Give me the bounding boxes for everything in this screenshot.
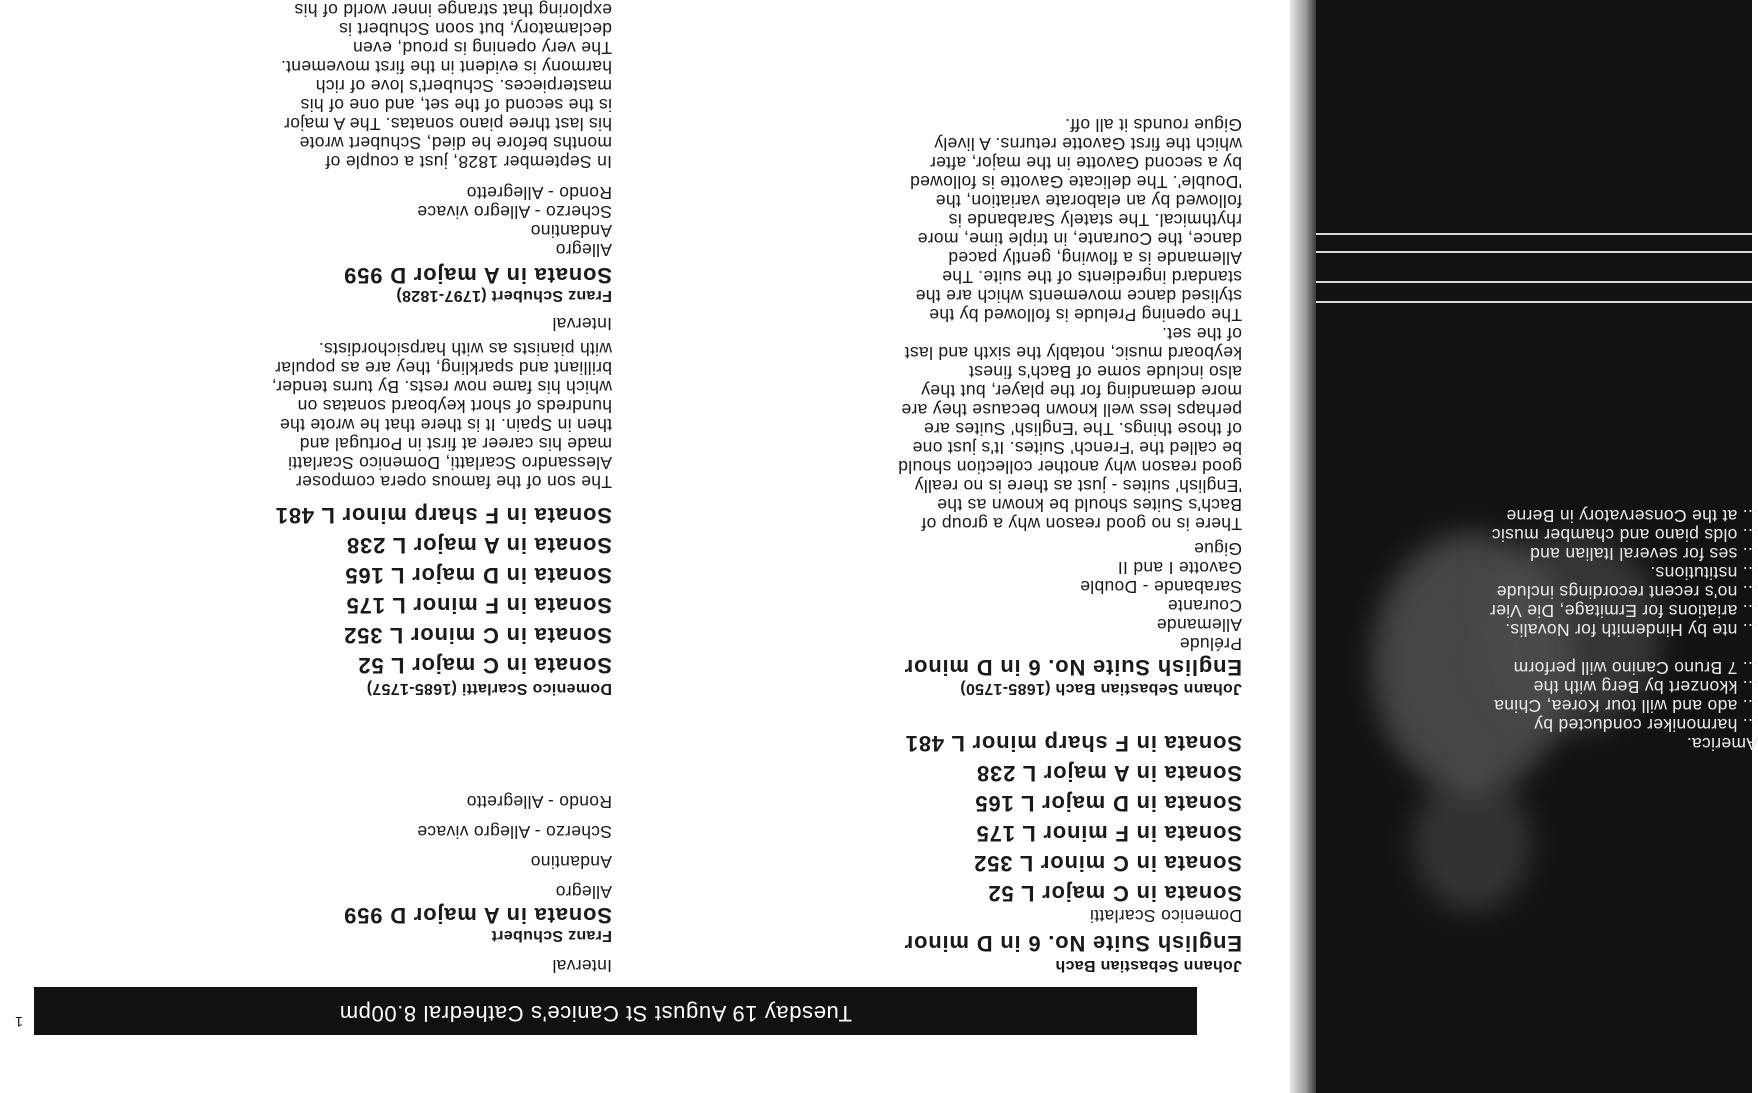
notes-scarlatti-sonata: Sonata in D major L 165 <box>344 563 612 588</box>
photo-highlight <box>1412 773 1532 913</box>
notes-scarlatti-text: The son of the famous opera composer Alessandro Scarlatti, Domenico Scarlatti made his career at first in Portugal and then in Spain. It is there that he wrote the hundreds of short keyboard sonatas on which his fame now rests. By turns tender, brilliant and sparkling, they are as popular with pianists as with harpsichordists. <box>271 339 612 492</box>
notes-bach-heading: Johann Sebastian Bach (1685-1750) <box>959 680 1242 697</box>
summary-scarlatti-sonata: Sonata in A major L 238 <box>976 761 1242 786</box>
notes-bach-work: English Suite No. 6 in D minor <box>903 655 1242 680</box>
page-number: 1 <box>15 1014 23 1030</box>
notes-bach-text: There is no good reason why a group of Bach's Suites should be known as the 'English' suites - just as there is no really good reason why another collection should be called the 'French' Suites. It's just one of those things. The 'English' Suites are perhaps less well known because they are more demanding for the player, but they also include some of Bach's finest keyboard music, notably the sixth and last of the set. The opening Prelude is followed by the stylised dance movements which are the standard ingredients of the suite. The Allemande is a flowing, gently paced dance, the Courante, in triple time, more rhythmical. The stately Sarabande is followed by an elaborate variation, the 'Double'. The delicate Gavotte is followed by a second Gavotte in the major, after which the first Gavotte returns. A lively Gigue rounds it all off. <box>897 115 1242 534</box>
artist-biography: America. ... harmoniker conducted by ... ado and will tour Korea, China ... kkonzert by Berg with the ... 7 Bruno Canino will perform ... nte by Hindemith for Novalis. ... ariations for Ermitage, Die Vier ... no's recent recordings include ... nstitutions. ... ses for several Italian and ... olds piano and chamber music ... at the Conservatory in Berne <box>1489 506 1758 754</box>
notes-scarlatti-sonata: Sonata in C minor L 352 <box>343 623 612 648</box>
summary-schubert-movement: Andantino <box>530 852 612 872</box>
summary-schubert-work: Sonata in A major D 959 <box>343 903 612 928</box>
photo-rule <box>1312 233 1752 235</box>
summary-interval: Interval <box>552 956 612 976</box>
artist-photo-page <box>1312 0 1758 1093</box>
summary-schubert-movement: Rondo - Allegretto <box>466 792 612 812</box>
notes-scarlatti-sonata: Sonata in A major L 238 <box>346 533 612 558</box>
notes-schubert-movements: Allegro Andantino Scherzo - Allegro vivace Rondo - Allegretto <box>417 183 612 260</box>
concert-date-line: Tuesday 19 August St Canice's Cathedral 8.00pm <box>339 1001 852 1026</box>
notes-interval: Interval <box>552 314 612 334</box>
notes-schubert-heading: Franz Schubert (1797-1828) <box>396 287 612 304</box>
summary-scarlatti-sonata: Sonata in C minor L 352 <box>973 851 1242 876</box>
summary-bach-composer: Johann Sebastian Bach <box>1055 957 1242 974</box>
summary-scarlatti-sonata: Sonata in F minor L 175 <box>975 821 1242 846</box>
photo-rule <box>1312 281 1752 283</box>
summary-scarlatti-sonata: Sonata in C major L 52 <box>987 881 1242 906</box>
notes-bach-movements: Prélude Allemande Courante Sarabande - Double Gavotte I and II Gigue <box>1079 539 1242 654</box>
summary-scarlatti-sonata: Sonata in D major L 165 <box>974 791 1242 816</box>
book-gutter <box>1290 0 1316 1093</box>
photo-rule <box>1312 301 1752 303</box>
summary-bach-work: English Suite No. 6 in D minor <box>903 931 1242 956</box>
notes-schubert-work: Sonata in A major D 959 <box>343 263 612 288</box>
notes-schubert-text: In September 1828, just a couple of months before he died, Schubert wrote his last three piano sonatas. The A major is the second of the set, and one of his masterpieces. Schubert's love of rich harmony is evident in the first movement. The very opening is proud, even declamatory, but soon Schubert is exploring that strange inner world of his <box>280 0 612 172</box>
photo-rule <box>1312 251 1752 253</box>
notes-scarlatti-sonata: Sonata in F minor L 175 <box>345 593 612 618</box>
summary-schubert-movement: Scherzo - Allegro vivace <box>417 822 612 842</box>
summary-scarlatti-composer: Domenico Scarlatti <box>1089 906 1242 926</box>
notes-scarlatti-sonata: Sonata in C major L 52 <box>357 653 612 678</box>
summary-schubert-composer: Franz Schubert <box>491 927 612 944</box>
summary-schubert-movement: Allegro <box>555 882 612 902</box>
summary-scarlatti-sonata: Sonata in F sharp minor L 481 <box>905 731 1242 756</box>
notes-scarlatti-sonata: Sonata in F sharp minor L 481 <box>275 503 612 528</box>
notes-scarlatti-heading: Domenico Scarlatti (1685-1757) <box>366 680 612 697</box>
